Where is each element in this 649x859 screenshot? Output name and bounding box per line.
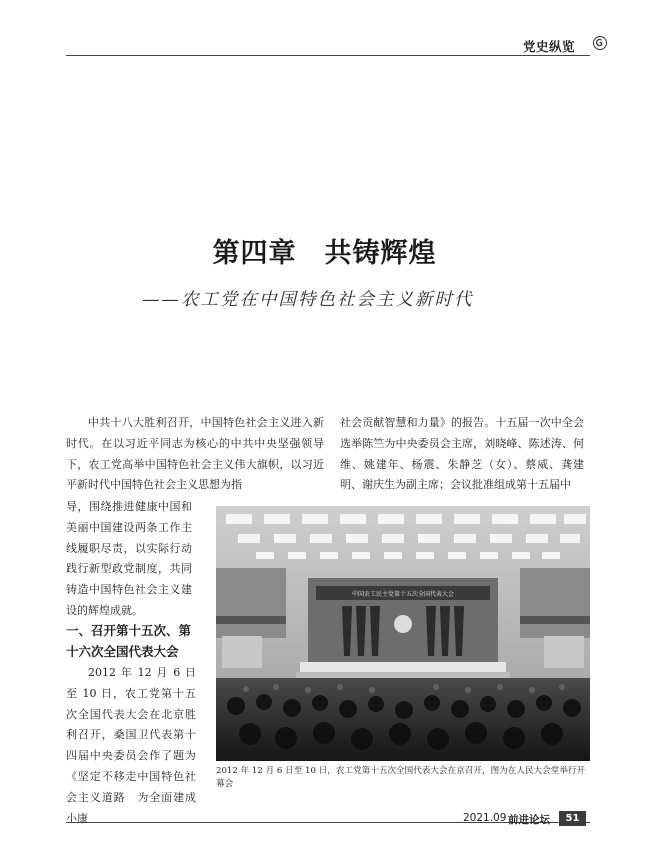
circle-logo-icon <box>593 36 607 50</box>
body-paragraph-congress <box>66 663 196 829</box>
header-rule <box>66 55 590 56</box>
paragraph-text: 导，围绕推进健康中国和美丽中国建设两条工作主线履职尽责，以实际行动践行新型政党制度，共同铸造中国特色社会主义建设的辉煌成就。 <box>66 500 192 617</box>
page-number: 51 <box>559 811 586 826</box>
issue-date: 2021.09 <box>463 812 507 824</box>
paragraph-text: 2012 年 12 月 6 日 至 10 日，农工党第十五次全国代表大会在北京胜利召开，桑国卫代表第十四届中央委员会作了题为《坚定不移走中国特色社会主义道路 为全面建成小康 <box>66 666 196 825</box>
magazine-name: 前进论坛 <box>508 814 550 826</box>
body-paragraph-right <box>340 413 584 496</box>
body-paragraph-intro-continued <box>66 497 192 622</box>
chapter-subtitle: ——农工党在中国特色社会主义新时代 <box>142 290 474 310</box>
body-paragraph-intro <box>66 413 324 496</box>
paragraph-text: 社会贡献智慧和力量》的报告。十五届一次中全会选举陈竺为中央委员会主席，刘晓峰、陈述涛、何维、姚建年、杨震、朱静芝（女）、蔡威、龚建明、谢庆生为副主席；会议批准组成第十五届中 <box>340 416 584 492</box>
chapter-title: 第四章 共铸辉煌 <box>212 238 437 269</box>
paragraph-text: 中共十八大胜利召开，中国特色社会主义进入新时代。在以习近平同志为核心的中共中央坚强领导下，农工党高举中国特色社会主义伟大旗帜，以习近平新时代中国特色社会主义思想为指 <box>66 416 324 492</box>
congress-hall-illustration <box>216 506 590 761</box>
section-heading: 一、召开第十五次、第十六次全国代表大会 <box>66 623 192 659</box>
photo-caption: 2012 年 12 月 6 日至 10 日，农工党第十五次全国代表大会在京召开，图为在人民大会堂举行开幕会 <box>216 766 586 789</box>
section-name: 党史纵览 <box>523 39 576 54</box>
congress-photo <box>216 506 590 761</box>
stage-banner-text: 中国农工民主党第十五次全国代表大会 <box>351 591 455 598</box>
